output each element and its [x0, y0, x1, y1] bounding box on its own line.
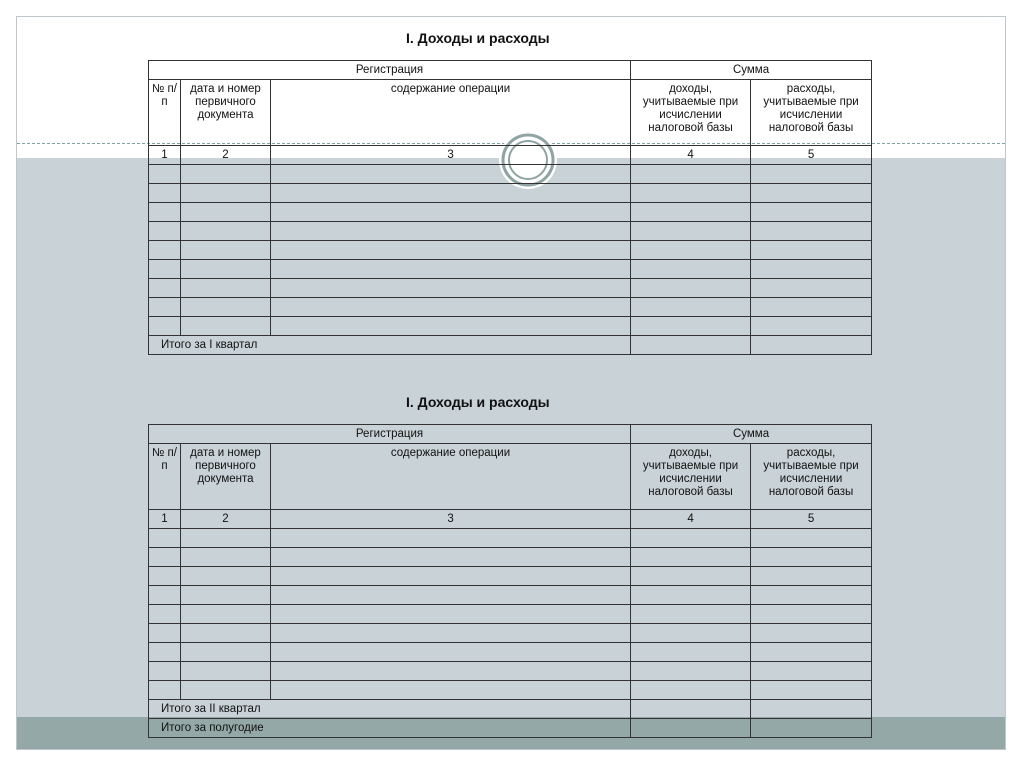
ledger-table-q2 [148, 424, 872, 738]
col-number: 2 [181, 146, 271, 165]
header-col-no: № п/п [149, 444, 181, 510]
header-col-content: содержание операции [271, 80, 631, 146]
header-col-expense: расходы, учитываемые при исчислении налоговой базы [751, 80, 872, 146]
header-col-date: дата и номер первичного документа [181, 444, 271, 510]
header-col-income: доходы, учитываемые при исчислении налоговой базы [631, 80, 751, 146]
total-label: Итого за II квартал [149, 700, 631, 719]
header-sum: Сумма [631, 425, 872, 444]
table-row [149, 529, 872, 548]
header-col-content: содержание операции [271, 444, 631, 510]
ledger-table-q1 [148, 60, 872, 355]
col-number: 3 [271, 146, 631, 165]
table-row [149, 184, 872, 203]
table-row [149, 662, 872, 681]
table-row [149, 643, 872, 662]
table-row [149, 586, 872, 605]
table-row [149, 241, 872, 260]
col-number: 5 [751, 146, 872, 165]
col-number: 4 [631, 146, 751, 165]
col-number: 1 [149, 146, 181, 165]
table-row [149, 298, 872, 317]
header-col-expense: расходы, учитываемые при исчислении налоговой базы [751, 444, 872, 510]
total-row [149, 700, 872, 719]
header-registration: Регистрация [149, 425, 631, 444]
header-registration: Регистрация [149, 61, 631, 80]
table-row [149, 681, 872, 700]
table-row [149, 260, 872, 279]
header-sum: Сумма [631, 61, 872, 80]
header-col-date: дата и номер первичного документа [181, 80, 271, 146]
total-row [149, 719, 872, 738]
header-col-no: № п/п [149, 80, 181, 146]
table-row [149, 624, 872, 643]
table-row [149, 548, 872, 567]
col-number: 3 [271, 510, 631, 529]
total-label: Итого за полугодие [149, 719, 631, 738]
col-number: 2 [181, 510, 271, 529]
total-label: Итого за I квартал [149, 336, 631, 355]
table-row [149, 317, 872, 336]
table-row [149, 279, 872, 298]
section-title-2: I. Доходы и расходы [406, 394, 550, 410]
col-number: 1 [149, 510, 181, 529]
table-row [149, 165, 872, 184]
table-row [149, 203, 872, 222]
table-row [149, 605, 872, 624]
header-col-income: доходы, учитываемые при исчислении налоговой базы [631, 444, 751, 510]
section-title-1: I. Доходы и расходы [406, 30, 550, 46]
col-number: 4 [631, 510, 751, 529]
table-row [149, 567, 872, 586]
col-number: 5 [751, 510, 872, 529]
table-row [149, 222, 872, 241]
total-row [149, 336, 872, 355]
